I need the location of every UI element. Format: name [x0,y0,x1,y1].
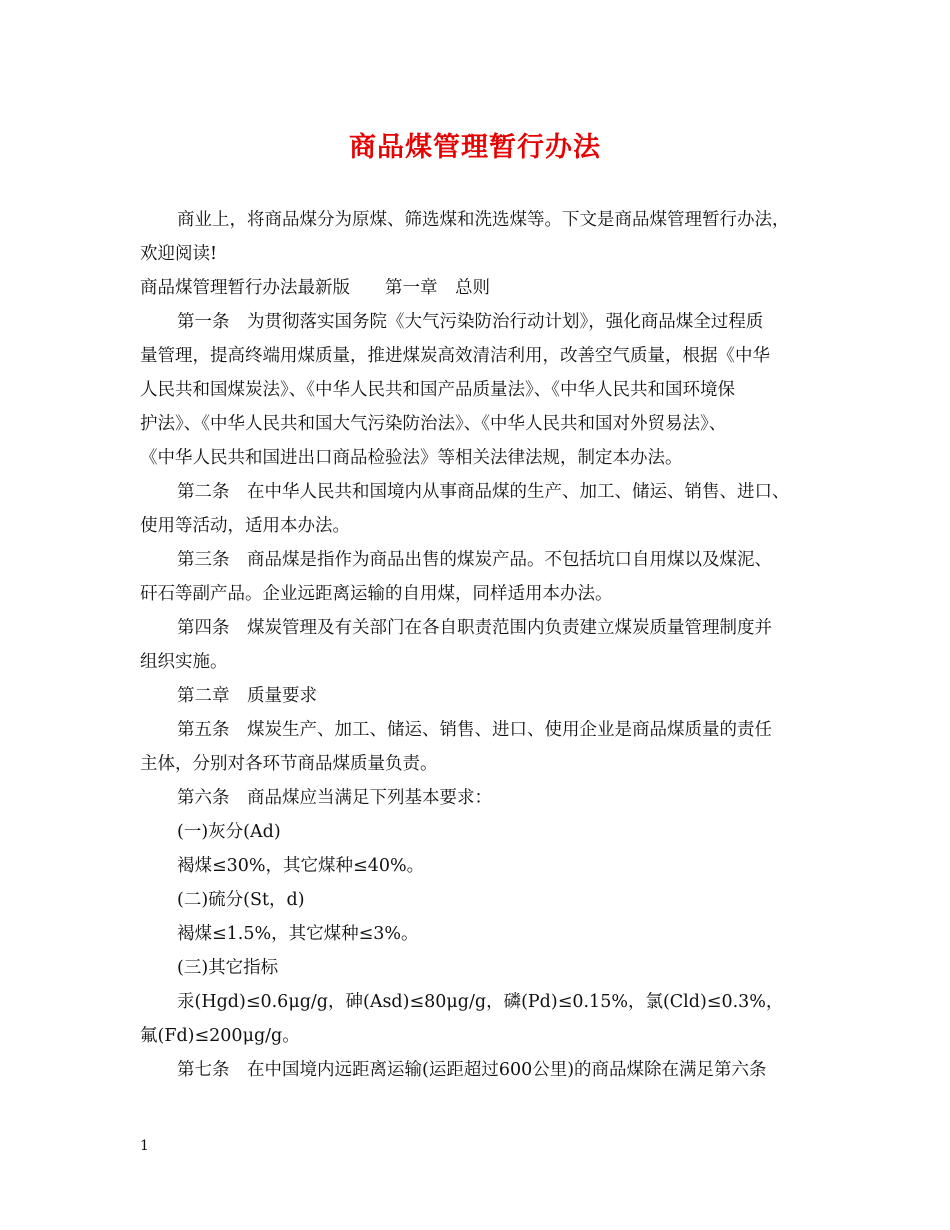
body-line: 褐煤≤30%，其它煤种≤40%。 [177,856,425,876]
body-line: (一)灰分(Ad) [177,822,281,842]
body-line: 主体，分别对各环节商品煤质量负责。 [140,754,438,774]
body-line: 第五条 煤炭生产、加工、储运、销售、进口、使用企业是商品煤质量的责任 [177,720,772,740]
body-line: 第一条 为贯彻落实国务院《大气污染防治行动计划》，强化商品煤全过程质 [177,312,764,332]
body-line: 人民共和国煤炭法》、《中华人民共和国产品质量法》、《中华人民共和国环境保 [140,380,735,400]
body-line: (三)其它指标 [177,958,279,978]
body-line: 褐煤≤1.5%，其它煤种≤3%。 [177,924,419,944]
body-line: 商业上，将商品煤分为原煤、筛选煤和洗选煤等。下文是商品煤管理暂行办法， [177,210,790,230]
body-line: 第六条 商品煤应当满足下列基本要求： [177,788,492,808]
body-line: 第二章 质量要求 [177,686,317,706]
document-title: 商品煤管理暂行办法 [349,132,601,163]
body-line: 第四条 煤炭管理及有关部门在各自职责范围内负责建立煤炭质量管理制度并 [177,618,772,638]
body-line: 第三条 商品煤是指作为商品出售的煤炭产品。不包括坑口自用煤以及煤泥、 [177,550,772,570]
body-line: 商品煤管理暂行办法最新版 第一章 总则 [140,278,490,298]
body-line: 护法》、《中华人民共和国大气污染防治法》、《中华人民共和国对外贸易法》、 [140,414,727,434]
page-number: 1 [140,1138,149,1154]
body-line: (二)硫分(St，d) [177,890,305,910]
body-line: 组织实施。 [140,652,228,672]
document-body [140,203,830,1087]
body-line: 第二条 在中华人民共和国境内从事商品煤的生产、加工、储运、销售、进口、 [177,482,790,502]
body-line: 汞(Hgd)≤0.6μg/g，砷(Asd)≤80μg/g，磷(Pd)≤0.15%，氯(Cld)≤0.3%， [177,992,784,1012]
body-line: 使用等活动，适用本办法。 [140,516,350,536]
body-line: 第七条 在中国境内远距离运输(运距超过600公里)的商品煤除在满足第六条 [177,1060,767,1080]
body-line: 《中华人民共和国进出口商品检验法》等相关法律法规，制定本办法。 [140,448,683,468]
body-line: 矸石等副产品。企业远距离运输的自用煤，同样适用本办法。 [140,584,613,604]
body-line: 量管理，提高终端用煤质量，推进煤炭高效清洁利用，改善空气质量，根据《中华 [140,346,770,366]
body-line: 氟(Fd)≤200μg/g。 [140,1026,300,1046]
body-line: 欢迎阅读! [140,244,218,264]
